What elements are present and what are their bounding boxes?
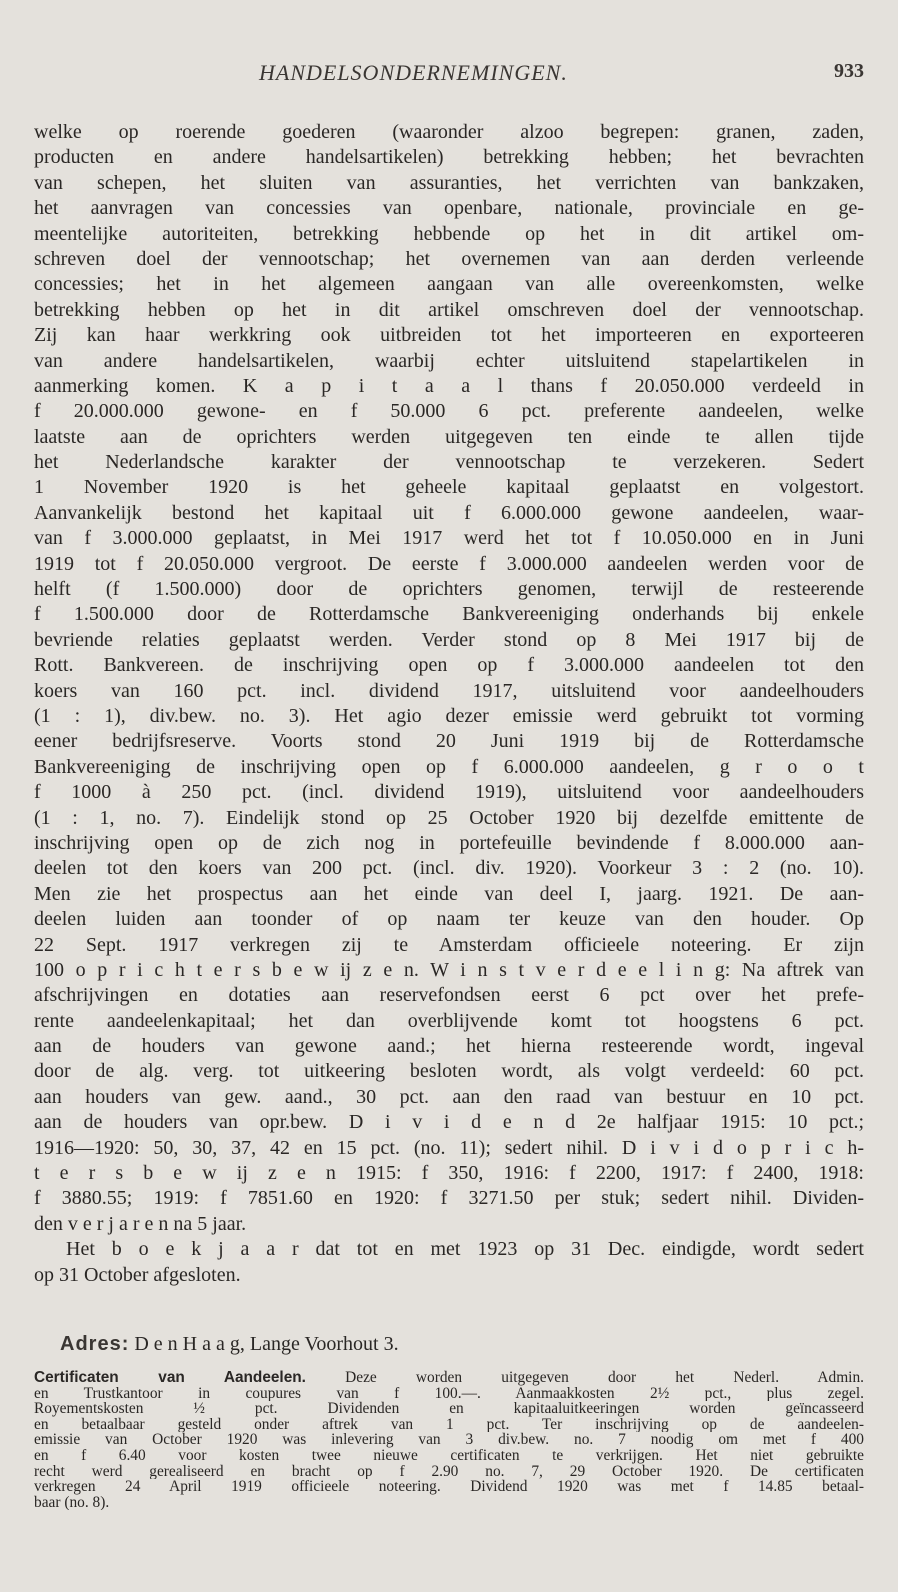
certificates-first-line-text: Deze worden uitgegeven door het Nederl. Admin.: [305, 1370, 864, 1386]
page-header: [34, 60, 864, 90]
address-label: Adres:: [60, 1333, 130, 1355]
address-line: [60, 1331, 864, 1357]
address-street: Lange Voorhout 3.: [249, 1333, 399, 1355]
body-line: aan houders van gew. aand., 30 pct. aan den raad van bestuur en 10 pct.: [34, 1085, 864, 1108]
body-line: Zij kan haar werkkring ook uitbreiden tot het importeeren en exporteeren: [34, 324, 864, 347]
body-line: op 31 October afgesloten.: [34, 1263, 241, 1286]
body-line: Rott. Bankvereen. de inschrijving open op f 3.000.000 aandeelen tot den: [34, 654, 864, 677]
body-line: 1 November 1920 is het geheele kapitaal geplaatst en volgestort.: [34, 476, 864, 499]
body-line: Het b o e k j a a r dat tot en met 1923 op 31 Dec. eindigde, wordt sedert: [66, 1238, 864, 1261]
certificates-line: verkregen 24 April 1919 officieele noteering. Dividend 1920 was met f 14.85 betaal-: [34, 1479, 864, 1495]
running-head-title: HANDELSONDERNEMINGEN.: [259, 60, 568, 85]
certificates-line: en betaalbaar gesteld onder aftrek van 1 pct. Ter inschrijving op de aandeelen-: [34, 1416, 864, 1433]
certificates-line: Royementskosten ½ pct. Dividenden en kapitaaluitkeeringen worden geïncasseerd: [34, 1401, 864, 1417]
body-line: het Nederlandsche karakter der vennootschap te verzekeren. Sedert: [34, 451, 864, 474]
body-line: t e r s b e w ij z e n 1915: f 350, 1916: f 2200, 1917: f 2400, 1918:: [34, 1162, 864, 1185]
certificates-line: en f 6.40 voor kosten twee nieuwe certificaten te verkrijgen. Het niet gebruikte: [34, 1447, 864, 1464]
body-line: van andere handelsartikelen, waarbij echter uitsluitend stapelartikelen in: [34, 349, 864, 372]
body-line: aan de houders van opr.bew. D i v i d e n d 2e halfjaar 1915: 10 pct.;: [34, 1111, 864, 1134]
body-line: bevriende relaties geplaatst werden. Verder stond op 8 Mei 1917 bij de: [34, 628, 864, 651]
body-line: afschrijvingen en dotaties aan reservefondsen eerst 6 pct over het prefe-: [34, 984, 864, 1007]
body-line: 100 o p r i c h t e r s b e w ij z e n. W i n s t v e r d e e l i n g: Na aftrek van: [34, 958, 864, 981]
body-line: 1916—1920: 50, 30, 37, 42 en 15 pct. (no. 11); sedert nihil. D i v i d o p r i c h-: [34, 1136, 864, 1159]
body-line: den v e r j a r e n na 5 jaar.: [34, 1212, 247, 1235]
body-line: Bankvereeniging de inschrijving open op f 6.000.000 aandeelen, g r o o t: [34, 755, 864, 778]
body-line: deelen tot den koers van 200 pct. (incl. div. 1920). Voorkeur 3 : 2 (no. 10).: [34, 857, 864, 880]
body-line: door de alg. verg. tot uitkeering besloten wordt, als volgt verdeeld: 60 pct.: [34, 1060, 864, 1083]
address-block: [60, 1331, 864, 1357]
body-line: aan de houders van gewone aand.; het hierna resteerende wordt, ingeval: [34, 1035, 864, 1058]
body-line: het aanvragen van concessies van openbare, nationale, provinciale en ge-: [34, 197, 864, 220]
body-line: f 1.500.000 door de Rotterdamsche Bankvereeniging onderhands bij enkele: [34, 603, 864, 626]
body-line: 22 Sept. 1917 verkregen zij te Amsterdam officieele noteering. Er zijn: [34, 933, 864, 956]
body-line: concessies; het in het algemeen aangaan van alle overeenkomsten, welke: [34, 273, 864, 296]
body-line: welke op roerende goederen (waaronder alzoo begrepen: granen, zaden,: [34, 121, 864, 143]
body-line: Aanvankelijk bestond het kapitaal uit f 6.000.000 gewone aandeelen, waar-: [34, 501, 864, 524]
body-line: schreven doel der vennootschap; het overnemen van aan derden verleende: [34, 247, 864, 270]
body-line: Men zie het prospectus aan het einde van deel I, jaarg. 1921. De aan-: [34, 882, 864, 905]
body-line: 1919 tot f 20.050.000 vergroot. De eerste f 3.000.000 aandeelen werden voor de: [34, 552, 864, 575]
body-line: f 20.000.000 gewone- en f 50.000 6 pct. preferente aandeelen, welke: [34, 400, 864, 423]
body-line: aanmerking komen. K a p i t a a l thans f 20.050.000 verdeeld in: [34, 374, 864, 397]
certificates-line: en Trustkantoor in coupures van f 100.—. Aanmaakkosten 2½ pct., plus zegel.: [34, 1385, 864, 1402]
body-line: f 3880.55; 1919: f 7851.60 en 1920: f 3271.50 per stuk; sedert nihil. Dividen-: [34, 1187, 864, 1210]
body-line: laatste aan de oprichters werden uitgegeven ten einde te allen tijde: [34, 425, 864, 448]
body-line: (1 : 1, no. 7). Eindelijk stond op 25 October 1920 bij dezelfde emittente de: [34, 806, 864, 829]
body-line: koers van 160 pct. incl. dividend 1917, uitsluitend voor aandeelhouders: [34, 679, 864, 702]
certificates-heading: Certificaten van Aandeelen.: [34, 1370, 306, 1386]
body-line: betrekking hebben op het in dit artikel omschreven doel der vennootschap.: [34, 298, 864, 321]
body-line: producten en andere handelsartikelen) betrekking hebben; het bevrachten: [34, 146, 864, 169]
body-line: van schepen, het sluiten van assuranties, het verrichten van bankzaken,: [34, 171, 864, 194]
body-line: inschrijving open op de zich nog in portefeuille bevindende f 8.000.000 aan-: [34, 831, 864, 854]
body-line: rente aandeelenkapitaal; het dan overblijvende komt tot hoogstens 6 pct.: [34, 1009, 864, 1032]
body-line: van f 3.000.000 geplaatst, in Mei 1917 werd het tot f 10.050.000 en in Juni: [34, 527, 864, 550]
body-line: helft (f 1.500.000) door de oprichters genomen, terwijl de resteerende: [34, 578, 864, 601]
body-line: eener bedrijfsreserve. Voorts stond 20 Juni 1919 bij de Rotterdamsche: [34, 730, 864, 753]
certificates-line: emissie van October 1920 was inlevering van 3 div.bew. no. 7 noodig om met f 400: [34, 1432, 864, 1448]
body-text: [34, 120, 864, 1288]
body-line: meentelijke autoriteiten, betrekking hebbende op het in dit artikel om-: [34, 222, 864, 245]
certificates-line: recht werd gerealiseerd en bracht op f 2.90 no. 7, 29 October 1920. De certificaten: [34, 1463, 864, 1480]
body-line: deelen luiden aan toonder of op naam ter keuze van den houder. Op: [34, 908, 864, 931]
address-city: D e n H a a g,: [134, 1333, 245, 1355]
certificates-line: baar (no. 8).: [34, 1494, 110, 1511]
certificates-note: [34, 1370, 864, 1510]
certificates-first-line: [34, 1370, 864, 1386]
body-line: f 1000 à 250 pct. (incl. dividend 1919), uitsluitend voor aandeelhouders: [34, 781, 864, 804]
page-number: 933: [834, 60, 864, 82]
body-line: (1 : 1), div.bew. no. 3). Het agio dezer emissie werd gebruikt tot vorming: [34, 704, 864, 727]
